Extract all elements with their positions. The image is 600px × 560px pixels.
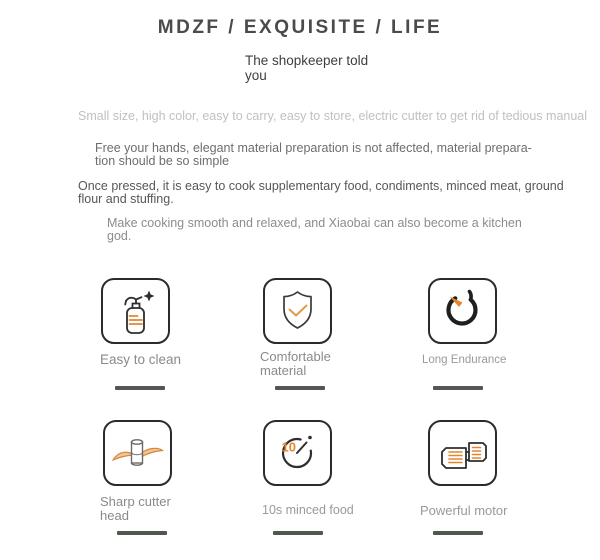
feature-card-sharp-cutter-head [100, 420, 230, 550]
feature-card-easy-to-clean [100, 278, 230, 408]
feature-card-powerful-motor [420, 420, 550, 550]
stopwatch-seconds-value: 10 [281, 439, 296, 455]
icon-frame [101, 278, 170, 344]
feature-underline [117, 531, 167, 535]
cutter-blade-icon [105, 422, 170, 484]
feature-label: 10s minced food [262, 503, 354, 517]
promise-paragraph [107, 217, 522, 242]
feature-card-long-endurance [422, 278, 552, 408]
shield-check-icon [265, 280, 330, 342]
feature-label: Easy to clean [100, 352, 182, 367]
feature-underline [275, 386, 325, 390]
tagline-paragraph [78, 110, 587, 123]
feature-label: Comfortable material [260, 349, 331, 378]
feature-label: Long Endurance [422, 354, 507, 366]
feature-underline [433, 531, 483, 535]
benefit-line: Free your hands, elegant material preparation is not affected, material prepara- [95, 141, 532, 155]
feature-card-comfortable-material [260, 278, 390, 408]
page-title: MDZF / EXQUISITE / LIFE [157, 17, 443, 38]
feature-underline [115, 386, 165, 390]
feature-underline [273, 531, 323, 535]
usage-line: flour and stuffing. [78, 191, 174, 206]
feature-label: Sharp cutter head [100, 494, 171, 523]
benefit-paragraph [95, 142, 532, 167]
page-subtitle: The shopkeeper told you [245, 53, 369, 83]
promise-line: Make cooking smooth and relaxed, and Xiaobai can also become a kitchen [107, 216, 522, 230]
promise-line: god. [107, 228, 132, 243]
endurance-timer-icon [430, 280, 495, 342]
feature-card-10s-minced-food [260, 420, 390, 550]
stopwatch-icon [265, 422, 330, 484]
icon-frame [428, 420, 497, 486]
tagline-line: Small size, high color, easy to carry, easy to store, electric cutter to get rid of tedious manual [78, 109, 588, 123]
usage-line: Once pressed, it is easy to cook supplementary food, condiments, minced meat, ground [78, 179, 564, 193]
soap-bottle-icon [103, 280, 168, 342]
usage-paragraph [78, 180, 564, 205]
icon-frame [428, 278, 497, 344]
motor-icon [430, 422, 495, 484]
icon-frame [103, 420, 172, 486]
icon-frame [263, 420, 332, 486]
feature-label: Powerful motor [420, 503, 508, 518]
benefit-line: tion should be so simple [95, 153, 230, 168]
icon-frame [263, 278, 332, 344]
feature-underline [433, 386, 483, 390]
